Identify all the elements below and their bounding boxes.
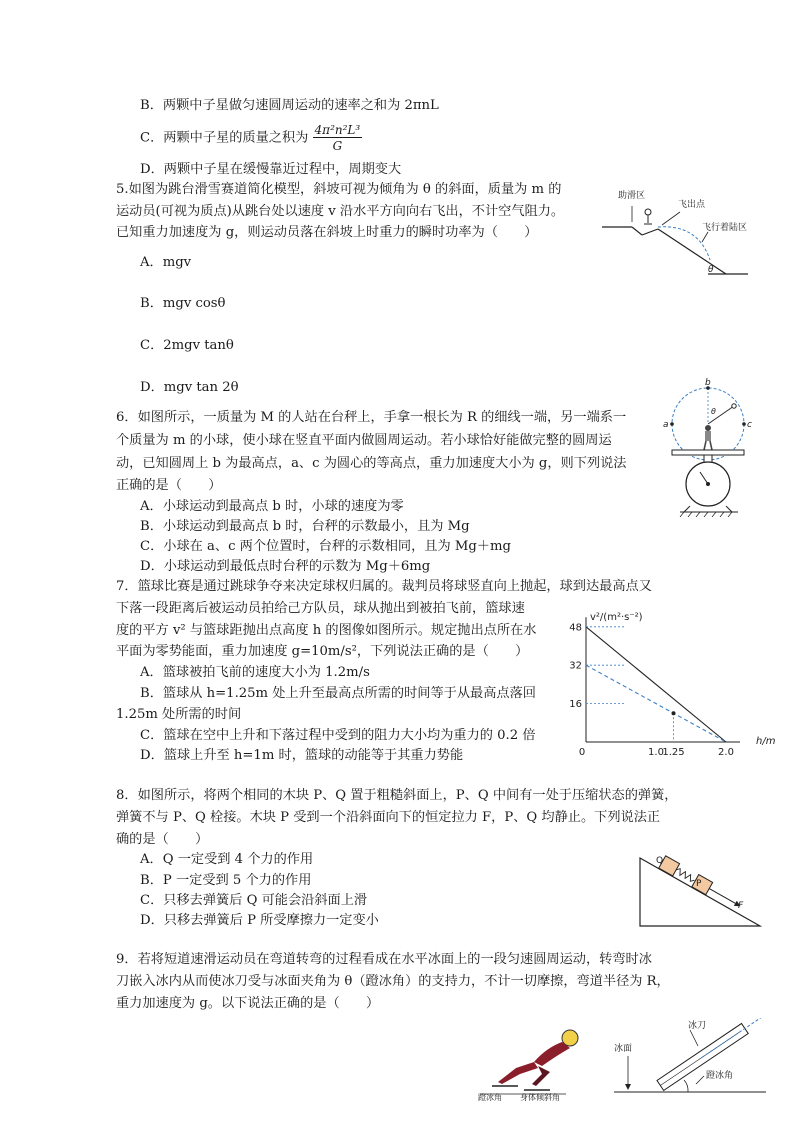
q4-option-c: [140, 124, 362, 152]
v2-h-chart: [560, 606, 780, 756]
kick-angle-pointer: [696, 1076, 704, 1084]
q6-stem-line3: 动，已知圆周上 b 为最高点，a、c 为圆心的等高点，重力加速度大小为 g，则下列说法: [116, 456, 627, 471]
q5-stem-line3: 已知重力加速度为 g，则运动员落在斜坡上时重力的瞬时功率为（ ）: [116, 225, 538, 240]
person-leg-left: [704, 441, 706, 450]
q5-option-d: D．mgv tan 2θ: [140, 380, 239, 395]
runup-ramp: [632, 227, 642, 235]
q4-option-b: B．两颗中子星做匀速圆周运动的速率之和为 2πnL: [140, 98, 439, 113]
y-tick-label: 32: [569, 660, 582, 672]
q4-option-c-text: C．两颗中子星的质量之积为: [140, 130, 309, 146]
q4-option-c-fraction: [313, 124, 363, 152]
label-P: P: [696, 879, 702, 889]
label-landing: 飞行着陆区: [702, 223, 748, 233]
blade-angle-diagram: [606, 1018, 776, 1098]
skier-head: [645, 209, 651, 215]
label-ice: 冰面: [614, 1044, 633, 1054]
point-c: [742, 422, 746, 426]
person-body: [705, 431, 711, 441]
x-tick-label: 2.0: [718, 747, 734, 756]
q7-stem-line1: 7．篮球比赛是通过跳球争夺来决定球权归属的。裁判员将球竖直向上抛起，球到达最高点又: [116, 579, 652, 594]
label-runup: 助滑区: [618, 191, 646, 201]
skater-legs: [498, 1062, 538, 1084]
label-theta: θ: [711, 407, 716, 416]
q6-option-b: B．小球运动到最高点 b 时，台秤的示数最小，且为 Mg: [140, 519, 470, 534]
q8-option-d: D．只移去弹簧后 P 所受摩擦力一定变小: [140, 913, 379, 928]
x-axis-label: h/m: [756, 736, 776, 747]
q4-option-d: D．两颗中子星在缓慢靠近过程中，周期变大: [140, 162, 402, 177]
q6-stem-line4: 正确的是（ ）: [116, 478, 222, 493]
y-axis-label: v²/(m²·s⁻²): [590, 612, 643, 623]
label-c: c: [747, 420, 752, 430]
label-kick-angle: 蹬冰角: [478, 1093, 502, 1102]
ball: [732, 404, 736, 408]
q8-stem-line3: 确的是（ ）: [116, 832, 209, 847]
q8-option-b: B．P 一定受到 5 个力的作用: [140, 873, 312, 888]
q5-stem-line1: 5.如图为跳台滑雪赛道简化模型，斜坡可视为倾角为 θ 的斜面，质量为 m 的: [116, 182, 562, 197]
q7-option-a: A．篮球被拍飞前的速度大小为 1.2m/s: [140, 665, 370, 680]
q7-stem-line2: 下落一段距离后被运动员拍给己方队员，球从抛出到被拍飞前，篮球速: [116, 601, 525, 616]
q7-stem-line4: 平面为零势能面，重力加速度 g=10m/s²，下列说法正确的是（ ）: [116, 644, 529, 659]
q5-option-b: B．mgv cosθ: [140, 296, 226, 311]
scale-circle-diagram: [662, 376, 762, 520]
incline-blocks-diagram: [636, 850, 766, 930]
label-kick-angle2: 蹬冰角: [706, 1071, 734, 1081]
scale-foot-left: [684, 506, 690, 512]
q7-stem-line3: 度的平方 v² 与篮球距抛出点高度 h 的图像如图所示。规定抛出点所在水: [116, 623, 537, 638]
q9-stem-line1: 9．若将短道速滑运动员在弯道转弯的过程看成在水平冰面上的一段匀速圆周运动，转弯时冰: [116, 952, 652, 967]
label-a: a: [663, 420, 669, 430]
q6-option-a: A．小球运动到最高点 b 时，小球的速度为零: [140, 499, 404, 514]
person-head: [705, 425, 711, 431]
y-tick-label: 16: [569, 699, 582, 711]
ice-pointer-arrowhead: [625, 1084, 631, 1090]
point-a: [670, 422, 674, 426]
q8-stem-line2: 弹簧不与 P、Q 栓接。木块 P 受到一个沿斜面向下的恒定拉力 F，P、Q 均静止。下列说法正: [116, 810, 661, 825]
q5-option-c: C．2mgv tanθ: [140, 338, 234, 353]
skater-helmet: [562, 1030, 578, 1046]
label-b: b: [705, 378, 711, 388]
skater-torso: [534, 1042, 570, 1066]
takeoff-pointer: [662, 212, 680, 225]
label-Q: Q: [656, 856, 664, 866]
label-angle: θ: [708, 265, 714, 275]
scale-pivot: [706, 482, 710, 486]
q7-option-d: D．篮球上升至 h=1m 时，篮球的动能等于其重力势能: [140, 748, 464, 763]
label-takeoff: 飞出点: [678, 200, 706, 210]
q8-option-a: A．Q 一定受到 4 个力的作用: [140, 852, 314, 867]
blade-pointer: [690, 1030, 698, 1046]
incline: [640, 858, 760, 926]
q6-stem-line2: 个质量为 m 的小球，使小球在竖直平面内做圆周运动。若小球恰好能做完整的圆周运: [116, 433, 612, 448]
q5-stem-line2: 运动员(可视为质点)从跳台处以速度 v 沿水平方向向右飞出，不计空气阻力。: [116, 204, 565, 219]
series-line-1: [586, 627, 726, 742]
q7-option-b-line2: 1.25m 处所需的时间: [116, 707, 242, 722]
q8-option-c: C．只移去弹簧后 Q 可能会沿斜面上滑: [140, 893, 368, 908]
scale-platform: [672, 450, 744, 455]
label-blade: 冰刀: [688, 1021, 707, 1031]
kick-angle-arc: [684, 1080, 688, 1092]
landing-pointer: [702, 232, 708, 242]
ski-jump-diagram: [598, 180, 758, 280]
q6-stem-line1: 6．如图所示，一质量为 M 的人站在台秤上，手拿一根长为 R 的细线一端，另一端系一: [116, 410, 627, 425]
person-leg-right: [710, 441, 712, 450]
q9-stem-line2: 刀嵌入冰内从而使冰刀受与冰面夹角为 θ（蹬冰角）的支持力，不计一切摩擦，弯道半径为 R，: [116, 974, 670, 989]
q6-option-c: C．小球在 a、c 两个位置时，台秤的示数相同，且为 Mg＋mg: [140, 539, 511, 554]
label-F: F: [738, 901, 744, 911]
q5-option-a: A．mgv: [140, 255, 192, 270]
q7-option-b-line1: B．篮球从 h=1.25m 处上升至最高点所需的时间等于从最高点落回: [140, 686, 536, 701]
skater-figure: [476, 1024, 596, 1102]
scale-base-hatch: [680, 512, 732, 517]
x-tick-label: 1.0: [648, 747, 664, 756]
origin-label: 0: [578, 747, 586, 756]
q7-option-c: C．篮球在空中上升和下落过程中受到的阻力大小均为重力的 0.2 倍: [140, 728, 536, 743]
landing-slope: [658, 229, 726, 274]
fraction-denominator: G: [332, 139, 343, 153]
y-tick-label: 48: [569, 622, 582, 634]
q9-stem-line3: 重力加速度为 g。以下说法正确的是（ ）: [116, 996, 380, 1011]
x-tick-label: 1.25: [662, 747, 685, 756]
q6-option-d: D．小球运动到最低点时台秤的示数为 Mg＋6mg: [140, 559, 431, 574]
fraction-numerator: 4π²n²L³: [314, 123, 361, 137]
label-body-lean: 身体倾斜角: [520, 1093, 560, 1102]
q8-stem-line1: 8．如图所示，将两个相同的木块 P、Q 置于粗糙斜面上，P、Q 中间有一处于压缩状态的弹簧，: [116, 788, 678, 803]
takeoff-ramp: [642, 229, 658, 235]
marked-point: [672, 711, 676, 715]
scale-foot-right: [726, 506, 732, 512]
